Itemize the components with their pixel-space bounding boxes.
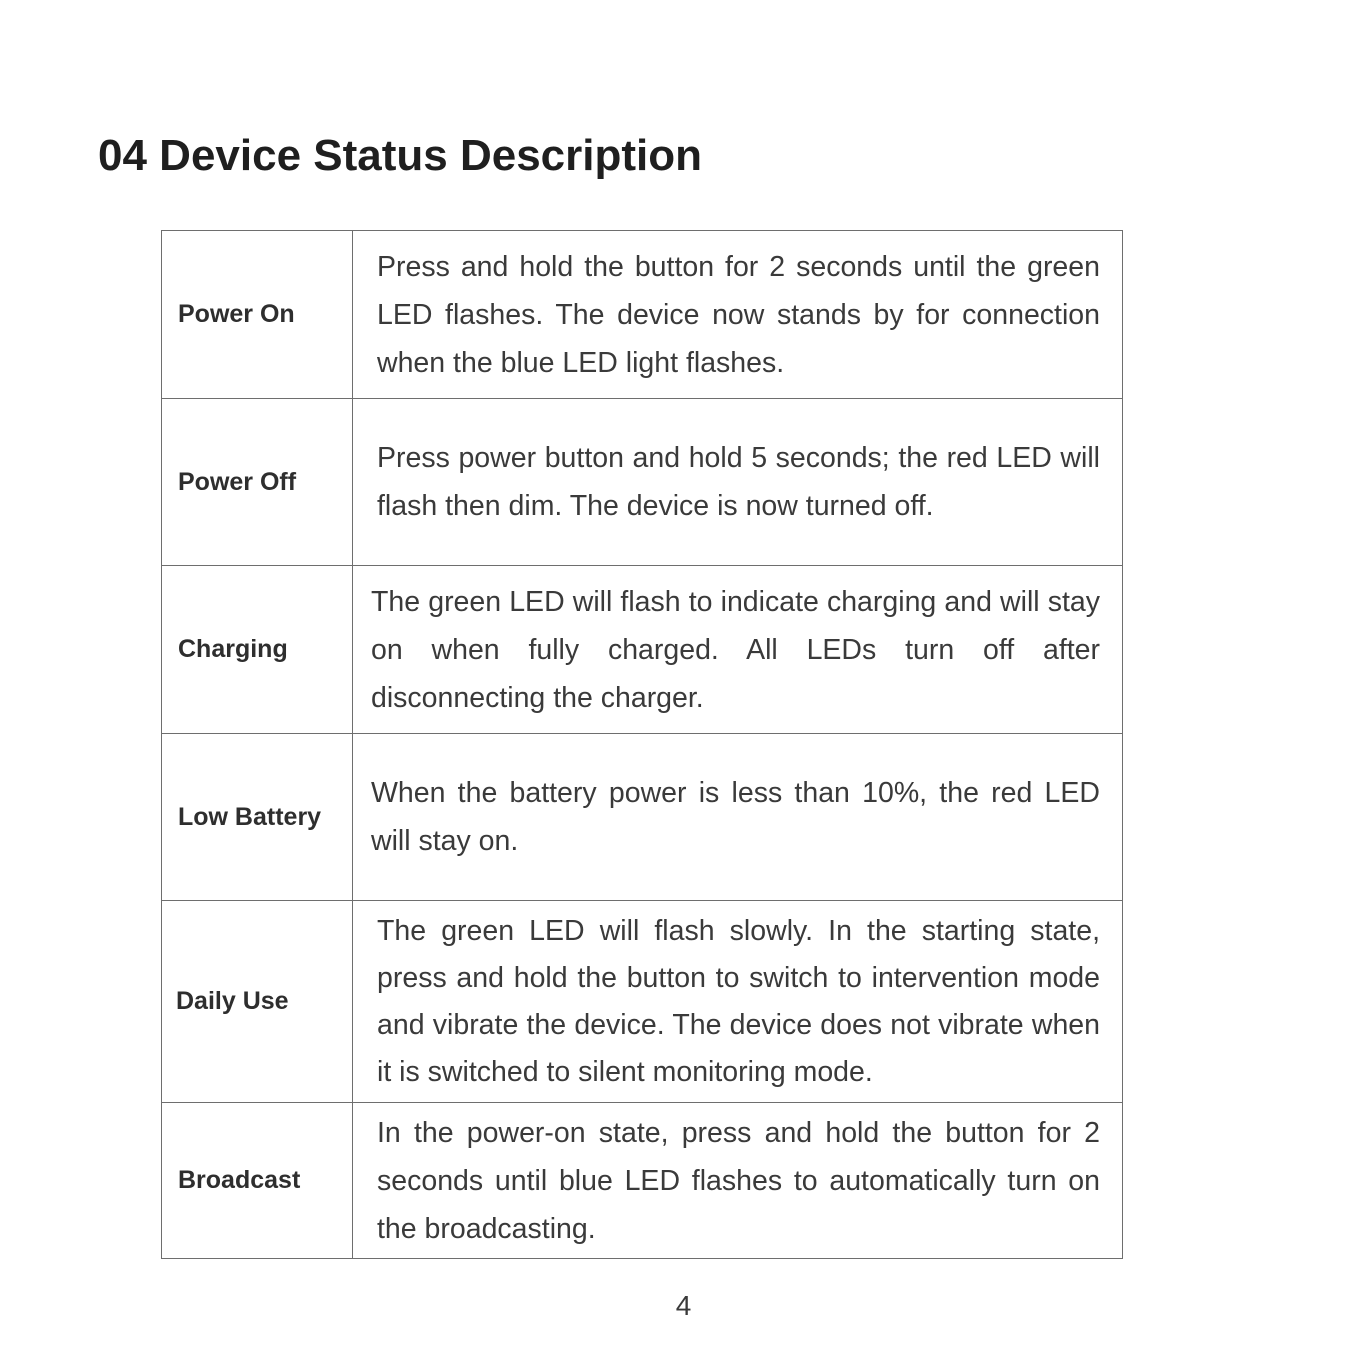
table-row (162, 566, 1123, 734)
status-label-charging: Charging (162, 566, 353, 734)
status-description-daily-use: The green LED will flash slowly. In the starting state, press and hold the button to switch to intervention mode and vibrate the device. The device does not vibrate when it is switched to silent monitoring mode. (353, 901, 1123, 1103)
table-row (162, 901, 1123, 1103)
device-status-table (161, 230, 1123, 1259)
status-description-power-off: Press power button and hold 5 seconds; the red LED will flash then dim. The device is now turned off. (353, 399, 1123, 566)
status-label-broadcast: Broadcast (162, 1103, 353, 1259)
status-label-power-on: Power On (162, 231, 353, 399)
status-description-low-battery: When the battery power is less than 10%, the red LED will stay on. (353, 734, 1123, 901)
status-description-broadcast: In the power-on state, press and hold the button for 2 seconds until blue LED flashes to automatically turn on the broadcasting. (353, 1103, 1123, 1259)
page-title: 04 Device Status Description (98, 131, 703, 180)
table-row (162, 231, 1123, 399)
status-description-charging: The green LED will flash to indicate charging and will stay on when fully charged. All LEDs turn off after disconnecting the charger. (353, 566, 1123, 734)
status-label-low-battery: Low Battery (162, 734, 353, 901)
status-description-power-on: Press and hold the button for 2 seconds until the green LED flashes. The device now stands by for connection when the blue LED light flashes. (353, 231, 1123, 399)
status-label-power-off: Power Off (162, 399, 353, 566)
table-row (162, 399, 1123, 566)
status-label-daily-use: Daily Use (162, 901, 353, 1103)
table-row (162, 734, 1123, 901)
page-number: 4 (675, 1290, 692, 1321)
table-row (162, 1103, 1123, 1259)
